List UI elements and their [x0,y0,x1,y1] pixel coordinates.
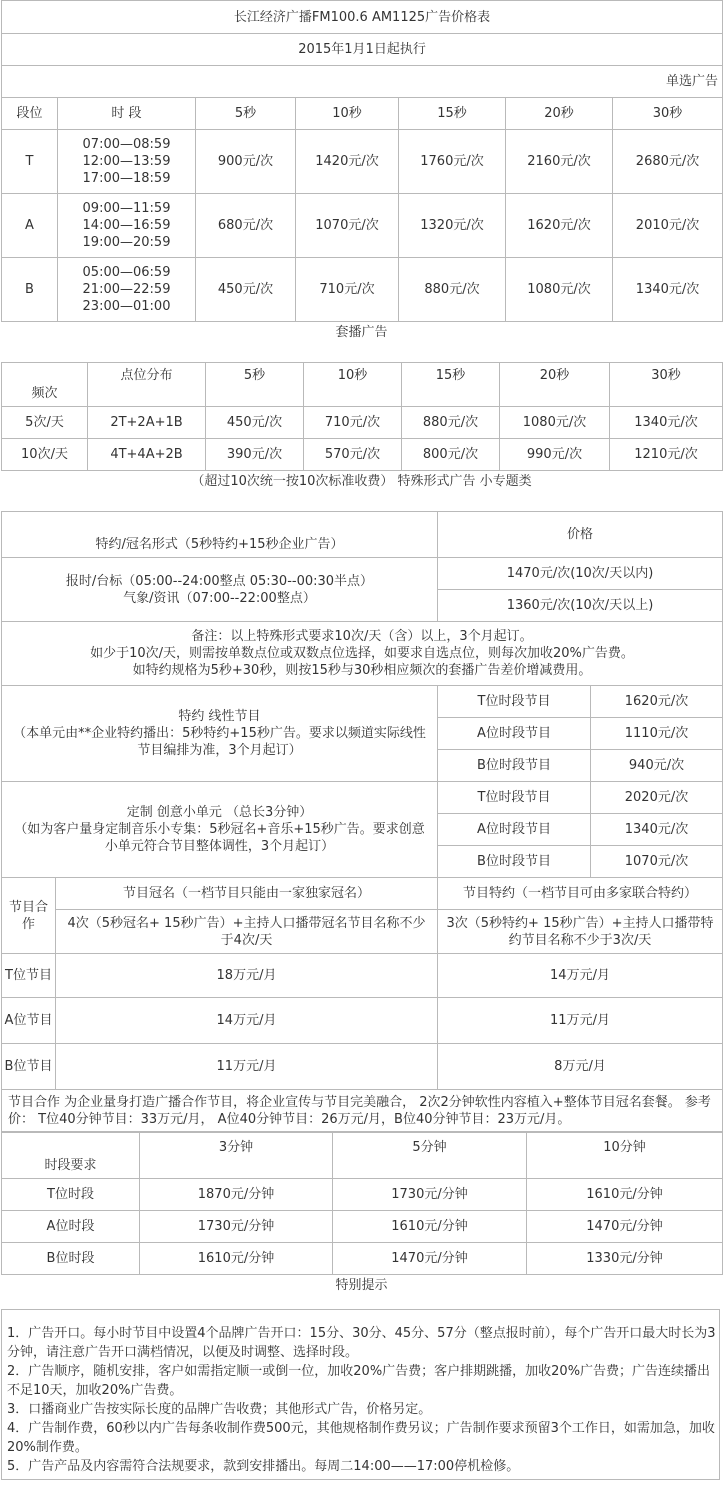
timing-cell [2,558,438,622]
price-cell: 1330元/分钟 [527,1243,723,1275]
coop-sponsor-title: 节目特约（一档节目可由多家联合特约） [438,878,723,910]
slot-label: T位时段节目 [438,686,591,718]
price-cell: 880元/次 [399,258,506,322]
price-cell: 1080元/次 [506,258,613,322]
price-cell: 1730元/分钟 [140,1211,333,1243]
time-cell [58,194,196,258]
price-cell: 14万元/月 [438,954,723,998]
header-cell: 时段要求 [2,1133,140,1179]
linear-title: 特约 线性节目 [178,709,261,724]
tip-item: 2．广告顺序，随机安排，客户如需指定顺一或倒一位，加收20%广告费；客户排期跳播，加收20%广告费；广告连续播出不足10天，加收20%广告费。 [7,1364,711,1398]
price-cell: 450元/次 [196,258,296,322]
time-slot: 17:00—18:59 [82,171,171,186]
time-slot: 21:00—22:59 [82,282,171,297]
freq-cell: 5次/天 [2,407,88,439]
header-cell: 15秒 [399,98,506,130]
header-cell: 时 段 [58,98,196,130]
price-cell: 2160元/次 [506,130,613,194]
table-row [2,1044,723,1090]
table-row [2,258,723,322]
price-cell: 1610元/分钟 [527,1179,723,1211]
effective-date: 2015年1月1日起执行 [2,34,723,66]
single-ad-label: 单选广告 [2,66,723,98]
tips-caption: 特别提示 [335,1278,388,1293]
price-cell: 8万元/月 [438,1044,723,1090]
price-cell: 1080元/次 [500,407,610,439]
price-cell: 1610元/分钟 [140,1243,333,1275]
table-row [2,954,723,998]
timing-line: 报时/台标（05:00--24:00整点 05:30--00:30半点） [65,573,374,589]
table-row [2,1211,723,1243]
header-cell: 20秒 [500,363,610,407]
table-row [2,1243,723,1275]
level-cell: B [2,258,58,322]
price-cell: 1340元/次 [613,258,723,322]
header-cell: 频次 [2,363,88,407]
price-cell: 18万元/月 [56,954,438,998]
tip-item: 3．口播商业广告按实际长度的品牌广告收费；其他形式广告，价格另定。 [7,1402,432,1417]
price-cell: 940元/次 [591,750,723,782]
note-line: 如少于10次/天，则需按单数点位或双数点位选择，如要求自选点位，则每次加收20%广告费。 [90,646,634,661]
oral-table [1,1132,723,1275]
slot-label: A位时段节目 [438,718,591,750]
time-slot: 09:00—11:59 [82,201,171,216]
table-row [2,1179,723,1211]
tip-item: 4．广告制作费，60秒以内广告每条收制作费500元，其他规格制作费另议；广告制作要求预留3个工作日，如需加急，加收20%制作费。 [7,1421,715,1455]
timing-line: 气象/资讯（07:00--22:00整点） [123,590,316,606]
price-cell: 11万元/月 [438,998,723,1044]
table-row [2,130,723,194]
price-cell: 1420元/次 [296,130,399,194]
header-cell: 10秒 [304,363,402,407]
level-cell: A [2,194,58,258]
linear-desc: （本单元由**企业特约播出：5秒特约+15秒广告。要求以频道实际线性节目编排为准，3个月起订） [13,726,426,758]
coop-sponsor-desc: 3次（5秒特约+ 15秒广告）+主持人口播带特约节目名称不少于3次/天 [438,910,723,954]
header-cell: 30秒 [610,363,723,407]
slot-label: A位时段节目 [438,814,591,846]
slot-label: T位时段 [2,1179,140,1211]
price-cell: 1610元/分钟 [333,1211,527,1243]
coop-label: 节目合作 [2,878,56,954]
time-slot: 23:00—01:00 [82,299,171,314]
price-cell: 990元/次 [500,439,610,471]
price-cell: 1110元/次 [591,718,723,750]
package-caption: 套播广告 [335,325,388,340]
special-tips [1,1309,720,1480]
single-ad-table [1,0,723,322]
time-cell [58,258,196,322]
time-cell [58,130,196,194]
dist-cell: 2T+2A+1B [88,407,206,439]
price-cell: 2020元/次 [591,782,723,814]
price-cell: 1340元/次 [610,407,723,439]
package-table [1,362,723,471]
header-cell: 段位 [2,98,58,130]
coop-note: 节目合作 为企业量身打造广播合作节目，将企业宣传与节目完美融合， 2次2分钟软性内容植入+整体节目冠名套餐。 参考价： T位40分钟节目：33万元/月， A位40分钟节目：26万元/月，B位40分钟节目：23万元/月。 [2,1090,723,1132]
tip-item: 1．广告开口。每小时节目中设置4个品牌广告开口：15分、30分、45分、57分（整点报时前），每个广告开口最大时长为3分钟，请注意广告开口满档情况，以便及时调整、选择时段。 [7,1326,716,1360]
price-cell: 450元/次 [206,407,304,439]
table-row [2,194,723,258]
price-cell: 1760元/次 [399,130,506,194]
header-cell: 5秒 [206,363,304,407]
price-cell: 570元/次 [304,439,402,471]
price-cell: 2010元/次 [613,194,723,258]
header-cell: 10分钟 [527,1133,723,1179]
sponsor-title: 特约/冠名形式（5秒特约+15秒企业广告） [2,512,438,558]
price-cell: 1320元/次 [399,194,506,258]
price-cell: 390元/次 [206,439,304,471]
price-cell: 1340元/次 [591,814,723,846]
price-cell: 1620元/次 [506,194,613,258]
price-cell: 1070元/次 [296,194,399,258]
price-cell: 1730元/分钟 [333,1179,527,1211]
price-cell: 11万元/月 [56,1044,438,1090]
custom-unit-cell [2,782,438,878]
custom-desc: （如为客户量身定制音乐小专集：5秒冠名+音乐+15秒广告。要求创意小单元符合节目整体调性，3个月起订） [14,822,425,854]
table-row [2,998,723,1044]
note-line: 如特约规格为5秒+30秒，则按15秒与30秒相应频次的套播广告差价增减费用。 [132,663,592,678]
price-cell: 1360元/次(10次/天以上) [438,590,723,622]
price-cell: 800元/次 [402,439,500,471]
time-slot: 19:00—20:59 [82,235,171,250]
dist-cell: 4T+4A+2B [88,439,206,471]
table-row [2,439,723,471]
linear-program-cell [2,686,438,782]
header-cell: 5秒 [196,98,296,130]
price-cell: 880元/次 [402,407,500,439]
price-cell: 1620元/次 [591,686,723,718]
freq-cell: 10次/天 [2,439,88,471]
page-title: 长江经济广播FM100.6 AM1125广告价格表 [2,1,723,34]
price-cell: 2680元/次 [613,130,723,194]
special-table [1,511,723,1132]
table-row [2,407,723,439]
slot-label: T位时段节目 [438,782,591,814]
time-slot: 07:00—08:59 [82,137,171,152]
slot-label: B位时段节目 [438,750,591,782]
header-cell: 20秒 [506,98,613,130]
price-header: 价格 [438,512,723,558]
slot-label: A位时段 [2,1211,140,1243]
special-note [2,622,723,686]
price-cell: 1470元/分钟 [333,1243,527,1275]
header-cell: 3分钟 [140,1133,333,1179]
price-cell: 680元/次 [196,194,296,258]
naming-title: 节目冠名（一档节目只能由一家独家冠名） [56,878,438,910]
level-cell: T [2,130,58,194]
header-cell: 15秒 [402,363,500,407]
time-slot: 14:00—16:59 [82,218,171,233]
header-cell: 10秒 [296,98,399,130]
price-cell: 1210元/次 [610,439,723,471]
price-cell: 14万元/月 [56,998,438,1044]
price-cell: 1470元/分钟 [527,1211,723,1243]
price-cell: 1070元/次 [591,846,723,878]
note-line: 备注：以上特殊形式要求10次/天（含）以上，3个月起订。 [191,629,533,644]
package-footnote: （超过10次统一按10次标准收费） 特殊形式广告 小专题类 [191,474,532,489]
coop-row-label: T位节目 [2,954,56,998]
price-cell: 1470元/次(10次/天以内) [438,558,723,590]
slot-label: B位时段 [2,1243,140,1275]
naming-desc: 4次（5秒冠名+ 15秒广告）+主持人口播带冠名节目名称不少于4次/天 [56,910,438,954]
price-cell: 710元/次 [304,407,402,439]
time-slot: 05:00—06:59 [82,265,171,280]
price-cell: 900元/次 [196,130,296,194]
time-slot: 12:00—13:59 [82,154,171,169]
custom-title: 定制 创意小单元 （总长3分钟） [126,805,313,820]
price-cell: 1870元/分钟 [140,1179,333,1211]
coop-row-label: B位节目 [2,1044,56,1090]
header-cell: 30秒 [613,98,723,130]
coop-row-label: A位节目 [2,998,56,1044]
header-cell: 5分钟 [333,1133,527,1179]
tip-item: 5．广告产品及内容需符合法规要求，款到安排播出。每周二14:00——17:00停机检修。 [7,1459,520,1474]
slot-label: B位时段节目 [438,846,591,878]
header-cell: 点位分布 [88,363,206,407]
price-cell: 710元/次 [296,258,399,322]
